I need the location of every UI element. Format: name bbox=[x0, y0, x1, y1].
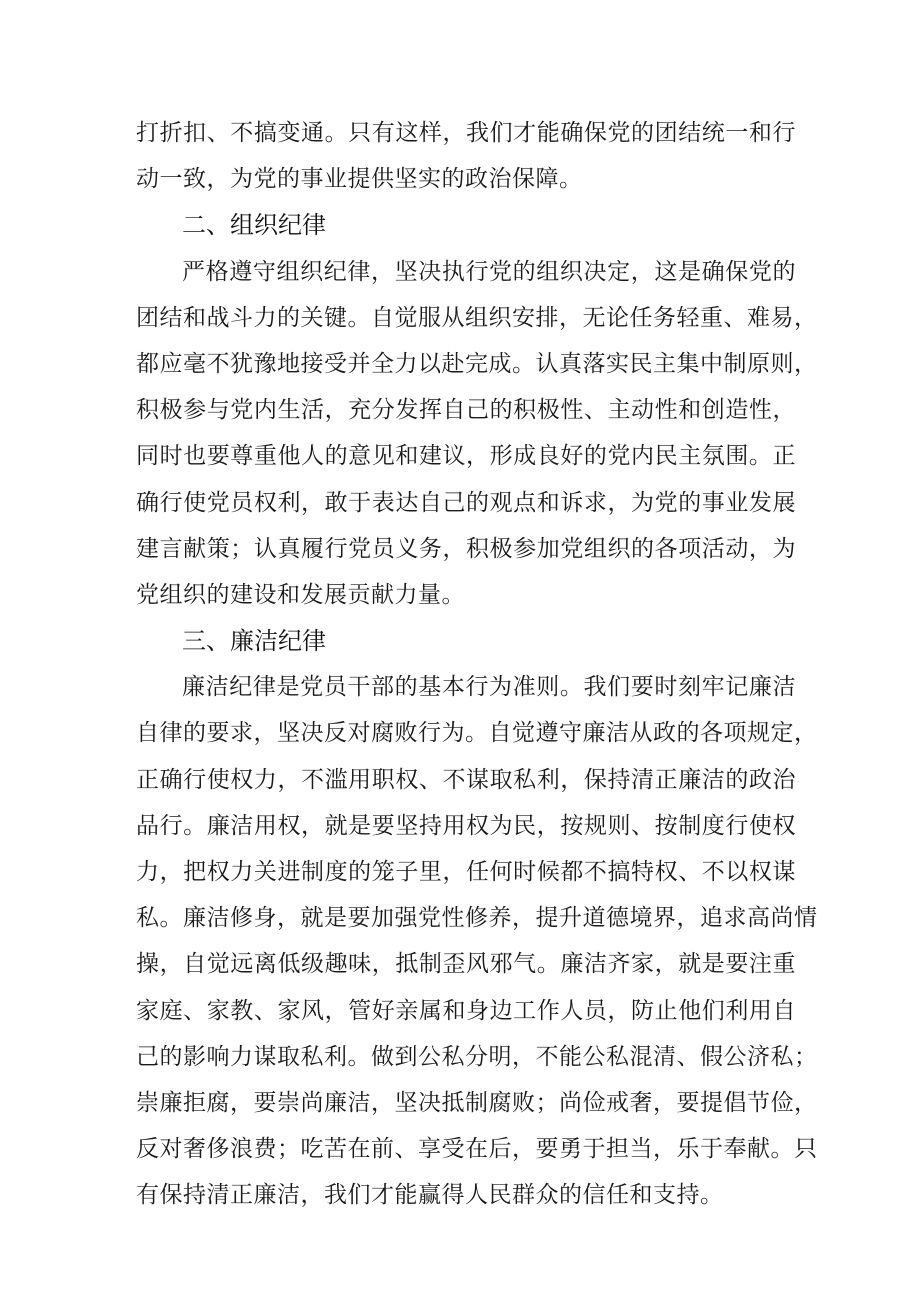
paragraph-line: 己的影响力谋取私利。做到公私分明，不能公私混清、假公济私； bbox=[136, 1043, 818, 1070]
paragraph-line: 同时也要尊重他人的意见和建议，形成良好的党内民主氛围。正 bbox=[136, 443, 796, 470]
paragraph-line: 品行。廉洁用权，就是要坚持用权为民，按规则、按制度行使权 bbox=[136, 812, 796, 839]
paragraph-line: 家庭、家教、家风，管好亲属和身边工作人员，防止他们利用自 bbox=[136, 997, 796, 1024]
paragraph-line: 积极参与党内生活，充分发挥自己的积极性、主动性和创造性， bbox=[136, 397, 796, 424]
paragraph-line: 动一致，为党的事业提供坚实的政治保障。 bbox=[136, 166, 583, 193]
section-heading: 三、廉洁纪律 bbox=[182, 627, 326, 656]
paragraph-line: 自律的要求，坚决反对腐败行为。自觉遵守廉洁从政的各项规定， bbox=[136, 720, 818, 747]
paragraph-line: 确行使党员权利，敢于表达自己的观点和诉求，为党的事业发展 bbox=[136, 489, 796, 516]
paragraph-line: 私。廉洁修身，就是要加强党性修养，提升道德境界，追求高尚情 bbox=[136, 905, 818, 932]
paragraph-line: 党组织的建设和发展贡献力量。 bbox=[136, 581, 465, 608]
paragraph-line: 崇廉拒腐，要崇尚廉洁，坚决抵制腐败；尚俭戒奢，要提倡节俭， bbox=[136, 1089, 818, 1116]
paragraph-line: 打折扣、不搞变通。只有这样，我们才能确保党的团结统一和行 bbox=[136, 120, 796, 146]
paragraph-line: 都应毫不犹豫地接受并全力以赴完成。认真落实民主集中制原则， bbox=[136, 350, 818, 377]
paragraph-line: 团结和战斗力的关键。自觉服从组织安排，无论任务轻重、难易， bbox=[136, 304, 818, 331]
section-heading: 二、组织纪律 bbox=[182, 211, 326, 240]
document-body bbox=[136, 110, 818, 1219]
paragraph-line: 廉洁纪律是党员干部的基本行为准则。我们要时刻牢记廉洁 bbox=[182, 674, 796, 701]
paragraph-line: 建言献策；认真履行党员义务，积极参加党组织的各项活动，为 bbox=[136, 535, 796, 562]
paragraph-line: 操，自觉远离低级趣味，抵制歪风邪气。廉洁齐家，就是要注重 bbox=[136, 951, 796, 978]
paragraph-line: 反对奢侈浪费；吃苦在前、享受在后，要勇于担当，乐于奉献。只 bbox=[136, 1136, 818, 1163]
paragraph-line: 正确行使权力，不滥用职权、不谋取私利，保持清正廉洁的政治 bbox=[136, 766, 796, 793]
paragraph-line: 力，把权力关进制度的笼子里，任何时候都不搞特权、不以权谋 bbox=[136, 859, 796, 885]
paragraph-line: 有保持清正廉洁，我们才能赢得人民群众的信任和支持。 bbox=[136, 1182, 724, 1209]
paragraph-line: 严格遵守组织纪律，坚决执行党的组织决定，这是确保党的 bbox=[182, 258, 796, 285]
